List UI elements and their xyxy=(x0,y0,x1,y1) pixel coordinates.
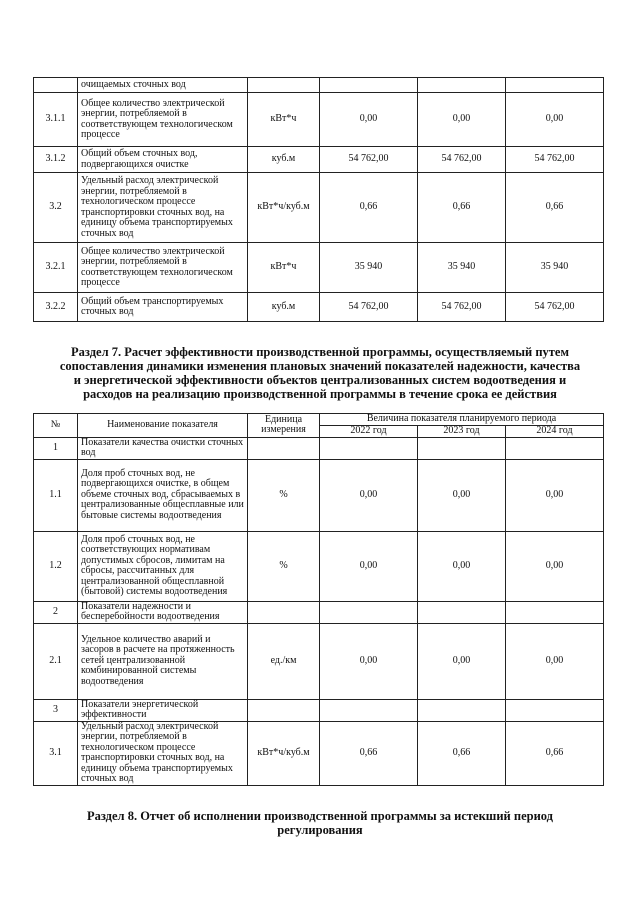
header-year-2023: 2023 год xyxy=(418,426,506,438)
row-number: 3 xyxy=(34,699,78,721)
header-number: № xyxy=(34,414,78,438)
value-cell: 0,00 xyxy=(506,93,604,147)
table-row xyxy=(34,93,604,147)
header-planned-period: Величина показателя планируемого периода xyxy=(320,414,604,426)
table-row xyxy=(34,173,604,243)
indicator-name: Удельное количество аварий и засоров в расчете на протяженность сетей централизованной комбинированной системы водоотведения xyxy=(78,623,248,699)
section-7-heading xyxy=(40,345,600,401)
unit-cell: кВт*ч/куб.м xyxy=(248,721,320,785)
value-cell: 54 762,00 xyxy=(320,147,418,173)
row-number: 3.2 xyxy=(34,173,78,243)
value-cell xyxy=(506,78,604,93)
value-cell xyxy=(418,699,506,721)
value-cell: 35 940 xyxy=(506,243,604,293)
value-cell: 0,00 xyxy=(506,459,604,531)
header-unit: Единица измерения xyxy=(248,414,320,438)
header-indicator-name: Наименование показателя xyxy=(78,414,248,438)
value-cell: 54 762,00 xyxy=(506,147,604,173)
indicator-name: Удельный расход электрической энергии, потребляемой в технологическом процессе транспортировки сточных вод, на единицу объема транспортируемых сточных вод xyxy=(78,173,248,243)
value-cell: 0,00 xyxy=(418,93,506,147)
heading-line: и энергетической эффективности объектов централизованных систем водоотведения и xyxy=(73,373,567,387)
value-cell: 0,00 xyxy=(320,459,418,531)
value-cell: 0,00 xyxy=(418,531,506,601)
value-cell xyxy=(506,437,604,459)
value-cell: 0,00 xyxy=(320,93,418,147)
table-row xyxy=(34,147,604,173)
value-cell xyxy=(506,699,604,721)
unit-cell: % xyxy=(248,459,320,531)
value-cell: 0,66 xyxy=(418,721,506,785)
table-row xyxy=(34,721,604,785)
heading-line: сопоставления динамики изменения плановых значений показателей надежности, качества xyxy=(59,359,581,373)
value-cell: 0,00 xyxy=(506,531,604,601)
heading-line: расходов на реализацию производственной программы в течение срока ее действия xyxy=(83,387,557,401)
table-row xyxy=(34,623,604,699)
indicators-table-continued xyxy=(33,77,604,322)
indicator-name: Общий объем транспортируемых сточных вод xyxy=(78,293,248,322)
row-number: 1 xyxy=(34,437,78,459)
value-cell: 0,66 xyxy=(320,173,418,243)
unit-cell: ед./км xyxy=(248,623,320,699)
table-row xyxy=(34,459,604,531)
table-row xyxy=(34,699,604,721)
value-cell xyxy=(320,437,418,459)
header-year-2024: 2024 год xyxy=(506,426,604,438)
value-cell: 0,66 xyxy=(418,173,506,243)
value-cell xyxy=(418,437,506,459)
table-row xyxy=(34,243,604,293)
indicator-name: Общее количество электрической энергии, потребляемой в соответствующем технологическом процессе xyxy=(78,93,248,147)
value-cell: 54 762,00 xyxy=(418,147,506,173)
value-cell xyxy=(418,78,506,93)
value-cell: 54 762,00 xyxy=(506,293,604,322)
heading-line: Раздел 7. Расчет эффективности производственной программы, осуществляемый путем xyxy=(71,345,569,359)
indicator-name: Удельный расход электрической энергии, потребляемой в технологическом процессе транспортировки сточных вод, на единицу объема транспортируемых сточных вод xyxy=(78,721,248,785)
table-row xyxy=(34,437,604,459)
row-number: 3.1 xyxy=(34,721,78,785)
table-row xyxy=(34,531,604,601)
heading-line: регулирования xyxy=(277,823,363,837)
value-cell: 0,00 xyxy=(418,459,506,531)
value-cell: 0,00 xyxy=(506,623,604,699)
unit-cell xyxy=(248,601,320,623)
unit-cell xyxy=(248,437,320,459)
unit-cell: % xyxy=(248,531,320,601)
value-cell: 54 762,00 xyxy=(320,293,418,322)
value-cell: 0,00 xyxy=(320,531,418,601)
indicator-name: Доля проб сточных вод, не подвергающихся очистке, в общем объеме сточных вод, сбрасываемых в централизованные общесплавные или бытовые системы водоотведения xyxy=(78,459,248,531)
value-cell: 35 940 xyxy=(418,243,506,293)
unit-cell: кВт*ч xyxy=(248,243,320,293)
unit-cell: кВт*ч/куб.м xyxy=(248,173,320,243)
value-cell: 0,66 xyxy=(320,721,418,785)
unit-cell: куб.м xyxy=(248,147,320,173)
value-cell: 35 940 xyxy=(320,243,418,293)
table-row xyxy=(34,78,604,93)
row-number xyxy=(34,78,78,93)
section-8-heading xyxy=(40,809,600,837)
value-cell: 0,00 xyxy=(320,623,418,699)
value-cell: 0,66 xyxy=(506,173,604,243)
value-cell xyxy=(418,601,506,623)
indicator-name: очищаемых сточных вод xyxy=(78,78,248,93)
row-number: 3.2.1 xyxy=(34,243,78,293)
row-number: 3.2.2 xyxy=(34,293,78,322)
row-number: 1.2 xyxy=(34,531,78,601)
row-number: 2.1 xyxy=(34,623,78,699)
row-number: 2 xyxy=(34,601,78,623)
header-year-2022: 2022 год xyxy=(320,426,418,438)
row-number: 3.1.2 xyxy=(34,147,78,173)
value-cell xyxy=(320,601,418,623)
row-number: 3.1.1 xyxy=(34,93,78,147)
indicator-name: Доля проб сточных вод, не соответствующих нормативам допустимых сбросов, лимитам на сбросы, рассчитанных для централизованной общесплавной (бытовой) системы водоотведения xyxy=(78,531,248,601)
indicator-name: Показатели энергетической эффективности xyxy=(78,699,248,721)
table-row xyxy=(34,293,604,322)
unit-cell xyxy=(248,699,320,721)
unit-cell xyxy=(248,78,320,93)
value-cell xyxy=(320,699,418,721)
indicator-name: Показатели качества очистки сточных вод xyxy=(78,437,248,459)
row-number: 1.1 xyxy=(34,459,78,531)
value-cell: 54 762,00 xyxy=(418,293,506,322)
value-cell: 0,00 xyxy=(418,623,506,699)
efficiency-indicators-table xyxy=(33,413,604,786)
table-row xyxy=(34,601,604,623)
indicator-name: Общий объем сточных вод, подвергающихся очистке xyxy=(78,147,248,173)
value-cell xyxy=(506,601,604,623)
value-cell: 0,66 xyxy=(506,721,604,785)
indicator-name: Общее количество электрической энергии, потребляемой в соответствующем технологическом процессе xyxy=(78,243,248,293)
unit-cell: куб.м xyxy=(248,293,320,322)
unit-cell: кВт*ч xyxy=(248,93,320,147)
indicator-name: Показатели надежности и бесперебойности водоотведения xyxy=(78,601,248,623)
value-cell xyxy=(320,78,418,93)
heading-line: Раздел 8. Отчет об исполнении производственной программы за истекший период xyxy=(87,809,553,823)
